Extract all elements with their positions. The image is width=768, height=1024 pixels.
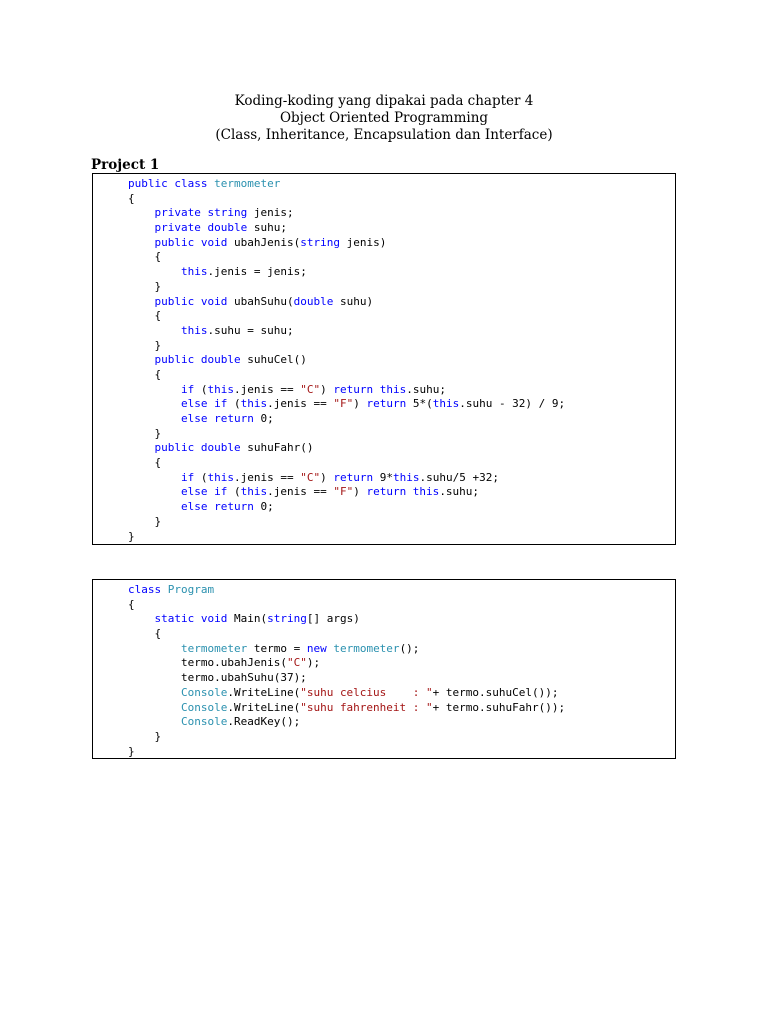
- code-line: [128, 583, 565, 598]
- code-line: [128, 745, 565, 760]
- code-line: [128, 221, 565, 236]
- code-token: jenis): [339, 235, 387, 249]
- document-title: [0, 93, 768, 144]
- code-line: [128, 383, 565, 398]
- code-token: class: [128, 583, 168, 596]
- code-token: {: [128, 627, 162, 641]
- code-token: else if: [180, 485, 228, 499]
- code-line: [128, 265, 565, 280]
- title-line-3: (Class, Inheritance, Encapsulation dan Interface): [215, 127, 553, 143]
- code-line: [128, 280, 565, 295]
- code-token: this: [180, 323, 208, 337]
- code-token: Console: [180, 685, 228, 699]
- code-token: }: [128, 729, 162, 743]
- code-token: }: [128, 279, 162, 293]
- code-token: string: [300, 235, 340, 249]
- code-token: [128, 383, 181, 396]
- code-token: [128, 485, 181, 498]
- code-token: new: [306, 641, 334, 655]
- code-line: [128, 598, 565, 613]
- code-line: [128, 441, 565, 456]
- code-token: [128, 265, 181, 278]
- code-line: [128, 515, 565, 530]
- code-token: .jenis ==: [233, 382, 301, 396]
- code-line: [128, 368, 565, 383]
- code-token: this: [240, 485, 268, 499]
- code-token: termo.ubahJenis(: [128, 656, 287, 670]
- code-token: {: [128, 597, 135, 611]
- code-line: [128, 236, 565, 251]
- code-token: termo =: [247, 641, 307, 655]
- title-line-2: Object Oriented Programming: [279, 110, 489, 126]
- code-line: [128, 701, 565, 716]
- code-line: [128, 324, 565, 339]
- code-token: "C": [286, 656, 307, 670]
- code-token: Console: [180, 700, 228, 714]
- code-token: );: [306, 656, 321, 670]
- code-line: [128, 730, 565, 745]
- code-line: [128, 530, 565, 545]
- code-token: this: [432, 397, 460, 411]
- code-token: 5*(: [406, 397, 433, 411]
- code-token: public class: [128, 177, 215, 190]
- code-line: [128, 353, 565, 368]
- project-heading: Project 1: [91, 157, 160, 173]
- code-line: [128, 309, 565, 324]
- code-token: [128, 612, 155, 625]
- code-token: [128, 701, 181, 714]
- code-token: {: [128, 191, 135, 205]
- code-token: {: [128, 456, 162, 470]
- code-line: [128, 250, 565, 265]
- code-token: 0;: [253, 500, 274, 514]
- code-token: return: [366, 397, 407, 411]
- code-token: public double: [154, 353, 241, 367]
- code-token: Main(: [227, 612, 268, 626]
- code-token: double: [293, 294, 334, 308]
- code-token: + termo.suhuCel());: [432, 685, 559, 699]
- code-token: string: [267, 612, 307, 626]
- code-token: ): [353, 485, 367, 499]
- code-token: .ReadKey();: [227, 715, 301, 729]
- code-token: suhu;: [247, 221, 287, 235]
- code-token: suhuCel(): [240, 353, 307, 367]
- code-lines: [128, 177, 565, 544]
- title-line-1: Koding-koding yang dipakai pada chapter 4: [234, 93, 534, 109]
- code-token: private string: [154, 206, 248, 220]
- code-line: [128, 656, 565, 671]
- code-line: [128, 206, 565, 221]
- code-token: "F": [333, 485, 354, 499]
- code-token: }: [128, 426, 162, 440]
- code-token: (: [227, 397, 241, 411]
- code-block-termometer: [92, 173, 676, 545]
- code-token: termometer: [214, 177, 281, 190]
- code-token: [128, 397, 181, 410]
- code-token: [128, 236, 155, 249]
- code-token: suhu): [333, 294, 374, 308]
- code-line: [128, 295, 565, 310]
- code-token: .jenis ==: [233, 470, 301, 484]
- code-token: if: [180, 382, 195, 396]
- code-token: [128, 642, 181, 655]
- code-line: [128, 412, 565, 427]
- code-token: "C": [300, 382, 321, 396]
- code-token: .jenis = jenis;: [207, 265, 307, 279]
- code-token: [128, 441, 155, 454]
- code-token: {: [128, 250, 162, 264]
- code-token: .jenis ==: [267, 485, 334, 499]
- code-token: + termo.suhuFahr());: [432, 700, 566, 714]
- code-token: return: [333, 470, 374, 484]
- code-token: [128, 206, 155, 219]
- code-token: .suhu = suhu;: [207, 323, 294, 337]
- code-line: [128, 339, 565, 354]
- code-line: [128, 642, 565, 657]
- code-token: [128, 715, 181, 728]
- code-token: ): [320, 470, 334, 484]
- code-token: }: [128, 529, 135, 543]
- code-token: return this: [333, 382, 407, 396]
- code-token: this: [207, 382, 234, 396]
- code-token: this: [392, 470, 420, 484]
- code-token: public void: [154, 294, 228, 308]
- code-line: [128, 686, 565, 701]
- code-token: }: [128, 514, 162, 528]
- code-token: [128, 221, 155, 234]
- code-token: Console: [180, 715, 228, 729]
- code-line: [128, 627, 565, 642]
- code-line: [128, 427, 565, 442]
- code-token: termometer: [333, 641, 400, 655]
- code-block-program: [92, 579, 676, 759]
- code-token: private double: [154, 221, 248, 235]
- code-token: (: [227, 485, 241, 499]
- code-token: [128, 471, 181, 484]
- code-token: .suhu;: [406, 382, 446, 396]
- code-token: termo.ubahSuhu(37);: [128, 671, 307, 685]
- code-token: this: [180, 265, 208, 279]
- code-token: {: [128, 309, 162, 323]
- code-token: 9*: [373, 470, 393, 484]
- code-token: {: [128, 367, 162, 381]
- code-line: [128, 485, 565, 500]
- code-token: ): [353, 397, 367, 411]
- code-token: [] args): [306, 612, 360, 626]
- code-token: ): [320, 382, 334, 396]
- code-token: .suhu;: [439, 485, 480, 499]
- code-line: [128, 671, 565, 686]
- code-lines: [128, 583, 565, 759]
- code-token: }: [128, 338, 162, 352]
- code-token: if: [180, 470, 195, 484]
- code-token: [128, 412, 181, 425]
- code-token: .WriteLine(: [227, 685, 301, 699]
- code-token: [128, 353, 155, 366]
- code-line: [128, 397, 565, 412]
- code-token: "suhu fahrenheit : ": [300, 700, 433, 714]
- code-token: jenis;: [247, 206, 294, 220]
- code-token: [128, 500, 181, 513]
- code-token: else return: [180, 500, 254, 514]
- code-line: [128, 192, 565, 207]
- code-token: .jenis ==: [267, 397, 334, 411]
- code-line: [128, 471, 565, 486]
- code-token: .suhu/5 +32;: [419, 470, 499, 484]
- code-token: public double: [154, 441, 241, 455]
- code-token: .suhu - 32) / 9;: [459, 397, 566, 411]
- code-token: Program: [167, 583, 215, 596]
- code-token: termometer: [180, 641, 248, 655]
- code-token: ();: [399, 641, 420, 655]
- code-token: ubahJenis(: [227, 235, 301, 249]
- code-token: else return: [180, 412, 254, 425]
- code-token: }: [128, 744, 135, 758]
- code-line: [128, 612, 565, 627]
- code-token: (: [194, 470, 208, 484]
- code-token: this: [240, 397, 268, 411]
- code-token: (: [194, 382, 208, 396]
- code-token: 0;: [253, 412, 274, 425]
- code-token: static void: [154, 612, 228, 626]
- code-token: .WriteLine(: [227, 700, 301, 714]
- code-token: return this: [366, 485, 440, 499]
- code-line: [128, 177, 565, 192]
- code-token: "C": [300, 470, 321, 484]
- code-token: "F": [333, 397, 354, 411]
- code-line: [128, 500, 565, 515]
- code-line: [128, 456, 565, 471]
- code-token: [128, 295, 155, 308]
- code-line: [128, 715, 565, 730]
- code-token: [128, 324, 181, 337]
- code-token: suhuFahr(): [240, 441, 314, 455]
- code-token: "suhu celcius : ": [300, 685, 433, 699]
- code-token: this: [207, 470, 234, 484]
- code-token: [128, 686, 181, 699]
- code-token: else if: [180, 397, 228, 411]
- code-token: public void: [154, 235, 228, 249]
- code-token: ubahSuhu(: [227, 294, 294, 308]
